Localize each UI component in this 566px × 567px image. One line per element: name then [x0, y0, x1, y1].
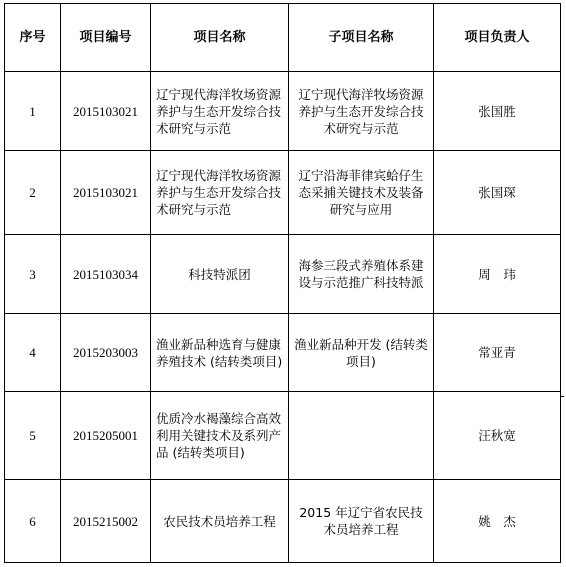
header-row: [5, 4, 561, 72]
cell-index: 1: [5, 72, 61, 151]
cell-subproject: 海参三段式养殖体系建设与示范推广科技特派: [289, 235, 434, 314]
cell-leader: 姚 杰: [434, 480, 561, 563]
cell-index: 2: [5, 151, 61, 235]
cell-index: 3: [5, 235, 61, 314]
cell-leader: 常亚青: [434, 314, 561, 392]
edge-tick-mark: [560, 396, 564, 397]
cell-index: 6: [5, 480, 61, 563]
cell-subproject: 渔业新品种开发 (结转类项目): [289, 314, 434, 392]
cell-project: 渔业新品种选育与健康养殖技术 (结转类项目): [151, 314, 289, 392]
table-row: [5, 151, 561, 235]
project-table: [4, 3, 561, 563]
header-code: 项目编号: [61, 4, 151, 72]
header-project: 项目名称: [151, 4, 289, 72]
header-index: 序号: [5, 4, 61, 72]
cell-leader: 周 玮: [434, 235, 561, 314]
table-row: [5, 314, 561, 392]
cell-index: 4: [5, 314, 61, 392]
cell-index: 5: [5, 392, 61, 480]
cell-leader: 张国胜: [434, 72, 561, 151]
cell-code: 2015103021: [61, 72, 151, 151]
cell-subproject: [289, 392, 434, 480]
cell-project: 辽宁现代海洋牧场资源养护与生态开发综合技术研究与示范: [151, 72, 289, 151]
cell-code: 2015103021: [61, 151, 151, 235]
cell-code: 2015205001: [61, 392, 151, 480]
cell-code: 2015203003: [61, 314, 151, 392]
table-row: [5, 72, 561, 151]
table-row: [5, 392, 561, 480]
header-subproject: 子项目名称: [289, 4, 434, 72]
cell-project: 优质冷水褐藻综合高效利用关键技术及系列产品 (结转类项目): [151, 392, 289, 480]
cell-project: 科技特派团: [151, 235, 289, 314]
cell-code: 2015215002: [61, 480, 151, 563]
table-row: [5, 235, 561, 314]
cell-code: 2015103034: [61, 235, 151, 314]
table-row: [5, 480, 561, 563]
cell-subproject: 辽宁现代海洋牧场资源养护与生态开发综合技术研究与示范: [289, 72, 434, 151]
cell-subproject: 2015 年辽宁省农民技术员培养工程: [289, 480, 434, 563]
cell-subproject: 辽宁沿海菲律宾蛤仔生态采捕关键技术及装备研究与应用: [289, 151, 434, 235]
cell-leader: 汪秋宽: [434, 392, 561, 480]
cell-project: 农民技术员培养工程: [151, 480, 289, 563]
header-leader: 项目负责人: [434, 4, 561, 72]
cell-project: 辽宁现代海洋牧场资源养护与生态开发综合技术研究与示范: [151, 151, 289, 235]
cell-leader: 张国琛: [434, 151, 561, 235]
